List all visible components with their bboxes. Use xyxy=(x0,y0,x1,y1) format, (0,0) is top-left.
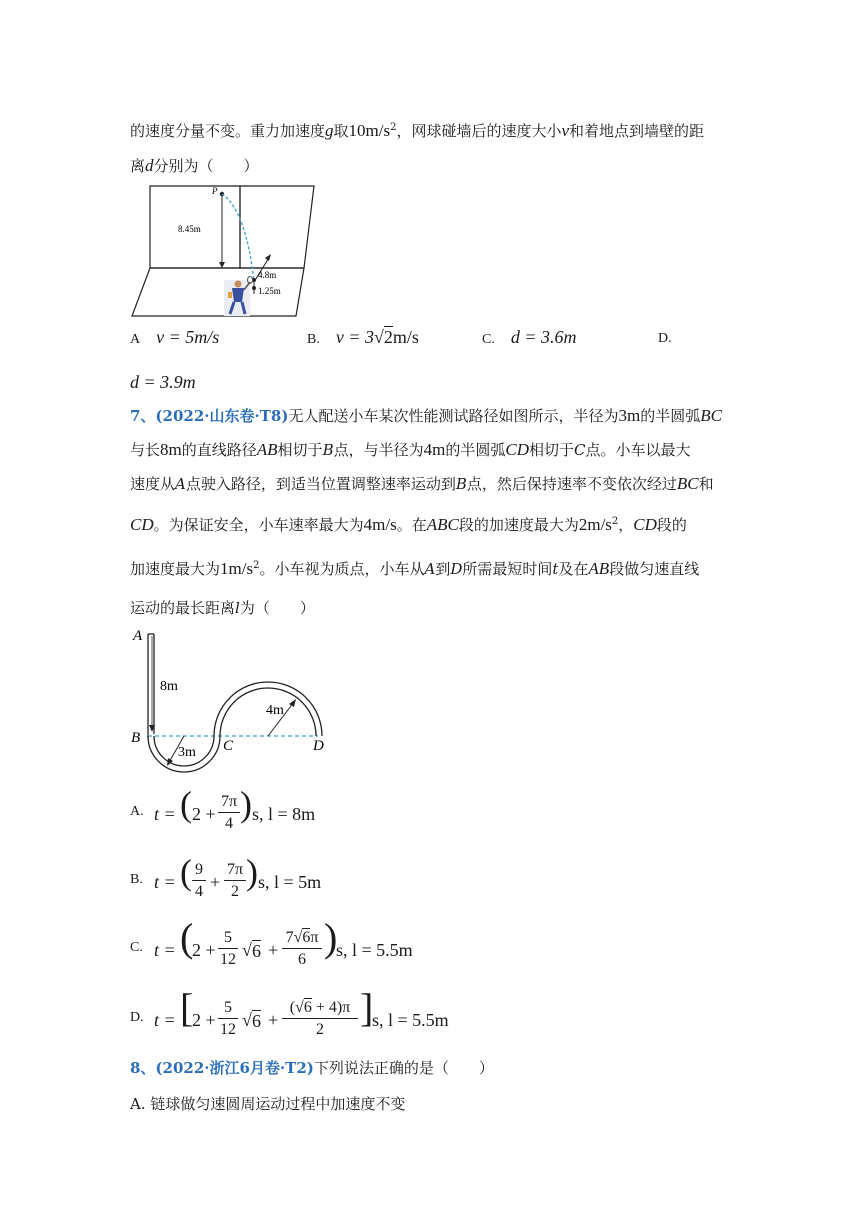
r1-label: 3m xyxy=(178,745,196,760)
height-label-125: 1.25m xyxy=(258,286,281,296)
point-p-label: P xyxy=(212,186,218,196)
q7-line-2: 与长8m的直线路径AB相切于B点，与半径为4m的半圆弧CD相切于C点。小车以最大 xyxy=(130,440,691,459)
path-figure xyxy=(128,626,328,776)
q7-option-c[interactable]: C. t = ( 2 + 5 12 √ 6 + 7√6π 6 ) s, l = 5.5m xyxy=(130,915,413,968)
q6-option-c[interactable]: C. d = 3.6m xyxy=(482,327,577,347)
height-label-845: 8.45m xyxy=(178,224,201,234)
point-d-label: D xyxy=(313,738,324,754)
tennis-wall-figure xyxy=(128,182,318,320)
r2-label: 4m xyxy=(266,703,284,718)
q7-line-1: 7、(2022·山东卷·T8)无人配送小车某次性能测试路径如图所示，半径为3m的半圆弧BC xyxy=(130,406,722,425)
q7-option-b[interactable]: B. t = ( 9 4 + 7π 2 ) s, l = 5m xyxy=(130,852,322,900)
ab-length-label: 8m xyxy=(160,679,178,694)
q7-line-5: 加速度最大为$1m/s^2$。小车视为质点，小车从A到D所需最短时间t及在AB段做匀速直线 xyxy=(130,559,700,578)
q6-line-1: 的速度分量不变。重力加速度g取$10m/s^2$，网球碰墙后的速度大小v和着地点到墙壁的距 xyxy=(130,121,705,140)
q8-stem: 8、(2022·浙江6月卷·T2)下列说法正确的是（ ） xyxy=(130,1059,494,1077)
q7-option-a[interactable]: A. t = ( 2 + 7π 4 ) s, l = 8m xyxy=(130,784,316,832)
point-b-label: B xyxy=(131,730,141,746)
length-label-48: 4.8m xyxy=(258,270,277,280)
tennis-player-icon xyxy=(224,277,253,317)
q8-tag: 8、(2022·浙江6月卷·T2) xyxy=(130,1059,314,1077)
point-a-label: A xyxy=(133,628,143,644)
point-c-label: C xyxy=(223,738,234,754)
q6-line-2: 离d分别为（ ） xyxy=(130,156,259,175)
q7-line-3: 速度从A点驶入路径，到适当位置调整速率运动到B点，然后保持速率不变依次经过BC和 xyxy=(130,474,714,493)
q7-tag: 7、(2022·山东卷·T8) xyxy=(130,407,289,425)
q7-line-4: CD。为保证安全，小车速率最大为4m/s。在ABC段的加速度最大为$2m/s^2$，CD段的 xyxy=(130,515,687,534)
q6-option-b[interactable]: B. v = 3√2m/s xyxy=(307,327,419,347)
q6-option-d[interactable]: d = 3.9m xyxy=(130,372,196,392)
q7-option-d[interactable]: D. t = [ 2 + 5 12 √ 6 + (√6 + 4)π 2 ] s, l = 5.5m xyxy=(130,985,449,1038)
q6-option-d-label[interactable]: D. xyxy=(658,331,672,346)
q8-option-a[interactable]: A. 链球做匀速圆周运动过程中加速度不变 xyxy=(130,1095,406,1113)
q6-option-a[interactable]: A v = 5m/s xyxy=(130,327,220,347)
q7-line-6: 运动的最长距离l为（ ） xyxy=(130,599,315,617)
